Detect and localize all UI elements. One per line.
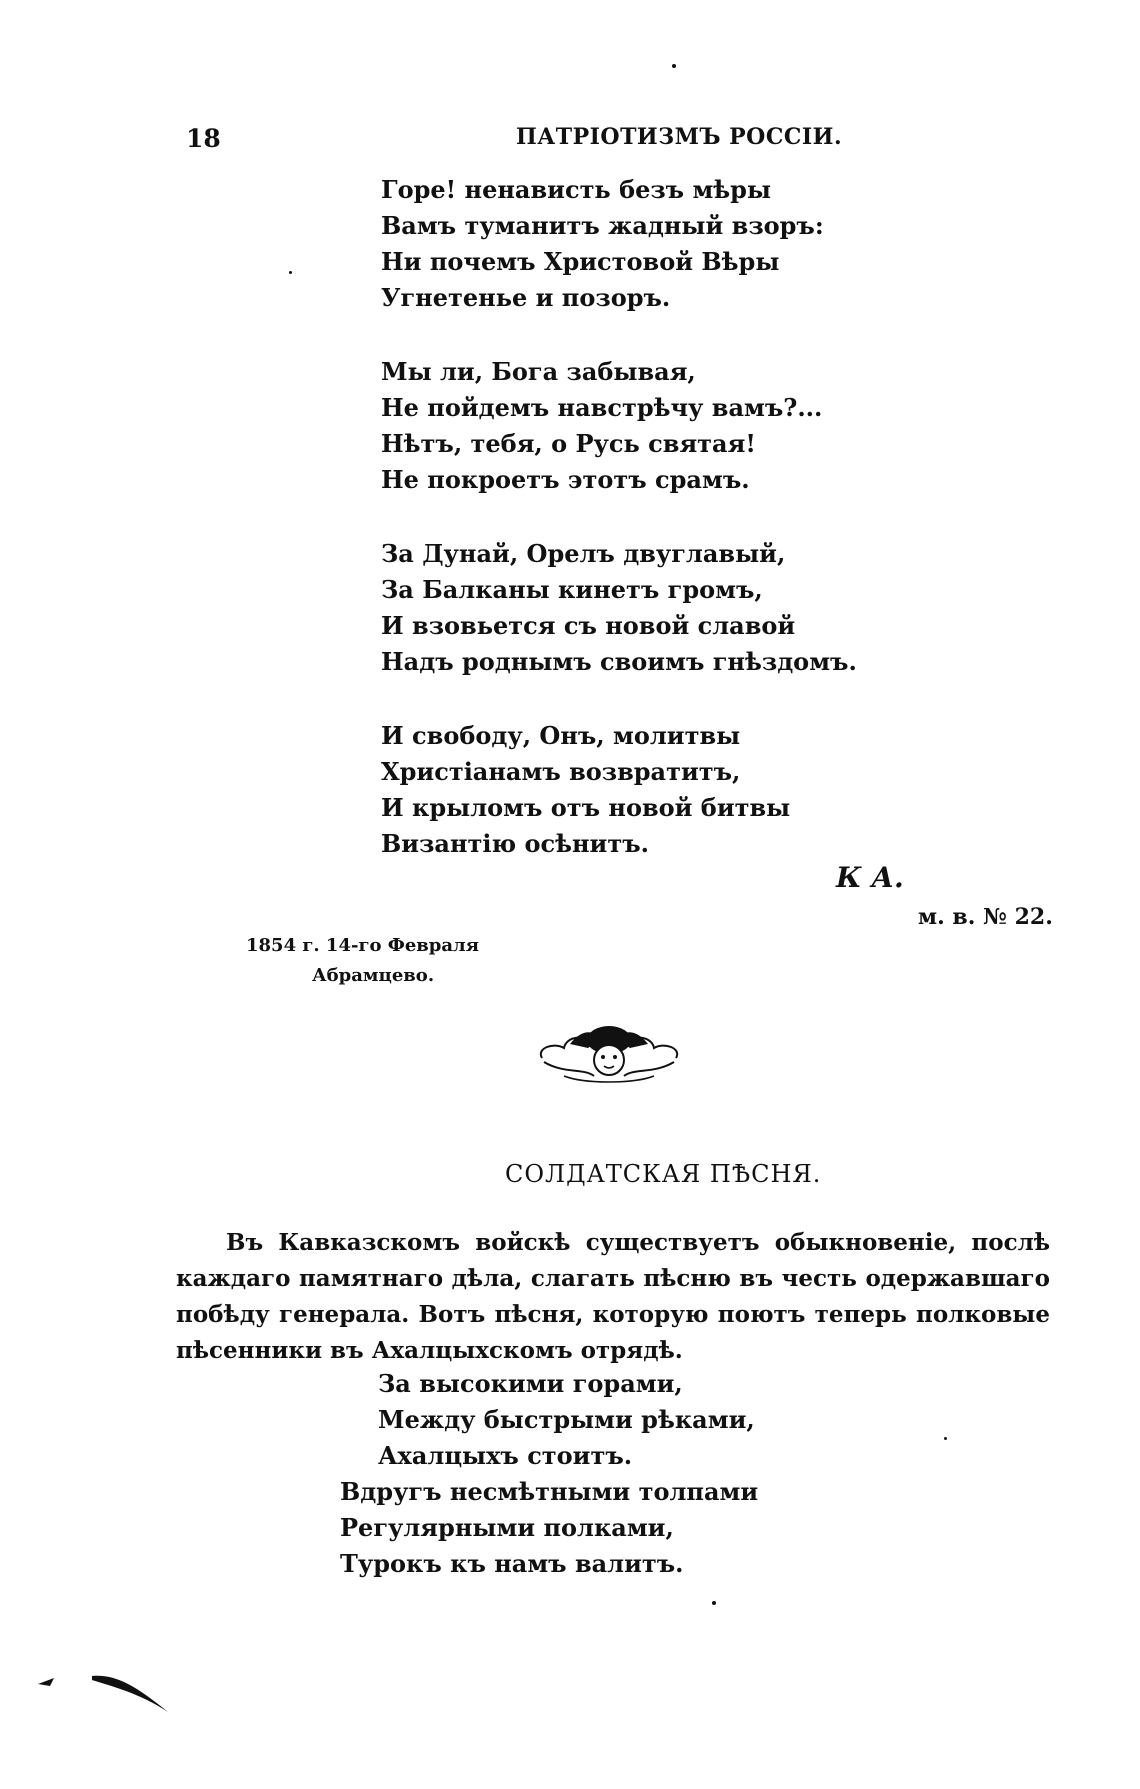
poem-line: И крыломъ отъ новой битвы [381, 793, 791, 822]
poem-line: Не пойдемъ навстрѣчу вамъ?... [381, 393, 823, 422]
cherub-vignette-icon [534, 1018, 684, 1086]
poem-line: Угнетенье и позоръ. [381, 283, 671, 312]
song-line: Турокъ къ намъ валитъ. [340, 1549, 684, 1578]
poem-line: И взовьется съ новой славой [381, 611, 796, 640]
poem-line: Ни почемъ Христовой Вѣры [381, 247, 780, 276]
intro-paragraph: Въ Кавказскомъ войскѣ существуетъ обыкновеніе, послѣ каждаго памятнаго дѣла, слагать пѣсню въ честь одержавшаго побѣду генерала. Вотъ пѣсня, которую поютъ теперь полковые пѣсенники въ Ахалцыхскомъ отрядѣ. [176, 1229, 1050, 1364]
poem-line: Вамъ туманитъ жадный взоръ: [381, 211, 824, 240]
poem-stanza [381, 354, 857, 498]
section-title: СОЛДАТСКАЯ ПѢСНЯ. [505, 1160, 822, 1188]
poem-line: За Дунай, Орелъ двуглавый, [381, 539, 786, 568]
poem-line: И свободу, Онъ, молитвы [381, 721, 741, 750]
song-line: Вдругъ несмѣтными толпами [340, 1477, 759, 1506]
song-line: Между быстрыми рѣками, [378, 1405, 755, 1434]
poem-line: Нѣтъ, тебя, о Русь святая! [381, 429, 756, 458]
ink-speck [289, 271, 292, 274]
poem [381, 172, 857, 900]
ink-speck [672, 64, 676, 68]
page-number: 18 [186, 124, 221, 153]
ink-smudge-icon [36, 1664, 176, 1720]
poem-place: Абрамцево. [312, 965, 435, 986]
poem-stanza [381, 172, 857, 316]
song-line: Регулярными полками, [340, 1513, 674, 1542]
poem-line: Христіанамъ возвратитъ, [381, 757, 741, 786]
poem-line: Горе! ненависть безъ мѣры [381, 175, 771, 204]
song-line: За высокими горами, [378, 1369, 683, 1398]
poem-line: Не покроетъ этотъ срамъ. [381, 465, 750, 494]
song-line: Ахалцыхъ стоитъ. [378, 1441, 633, 1470]
poem-line: Надъ роднымъ своимъ гнѣздомъ. [381, 647, 857, 676]
poem-line: Византію осѣнитъ. [381, 829, 649, 858]
author-signature: К А. [836, 861, 904, 894]
source-reference: м. в. № 22. [918, 904, 1053, 930]
poem-date: 1854 г. 14-го Февраля [246, 935, 480, 956]
poem-stanza [381, 718, 857, 862]
running-title: ПАТРІОТИЗМЪ РОССІИ. [516, 124, 843, 150]
ink-speck [712, 1601, 716, 1605]
poem-line: Мы ли, Бога забывая, [381, 357, 696, 386]
ink-speck [944, 1437, 947, 1440]
poem-line: За Балканы кинетъ громъ, [381, 575, 763, 604]
song [340, 1366, 758, 1582]
poem-stanza [381, 536, 857, 680]
